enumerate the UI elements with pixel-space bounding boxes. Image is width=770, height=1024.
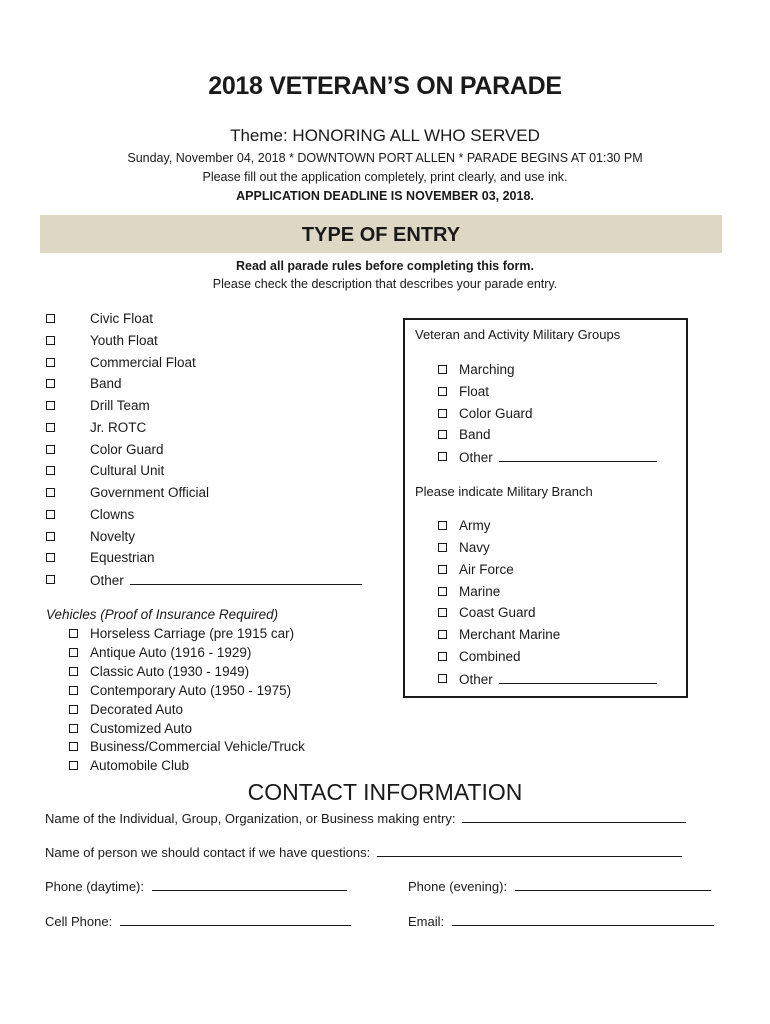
other-entry-field[interactable] bbox=[130, 572, 362, 585]
checkbox-marine[interactable] bbox=[438, 587, 447, 596]
branch-other-label: Other bbox=[459, 672, 493, 687]
checkbox-drill-team[interactable] bbox=[46, 401, 55, 410]
checkbox-combined[interactable] bbox=[438, 652, 447, 661]
military-other-label: Other bbox=[459, 450, 493, 465]
vehicle-label: Horseless Carriage (pre 1915 car) bbox=[90, 626, 295, 641]
entry-type-label: Drill Team bbox=[90, 398, 150, 413]
vehicle-label: Customized Auto bbox=[90, 721, 193, 736]
checkbox-equestrian[interactable] bbox=[46, 553, 55, 562]
checkbox-contemporary-auto[interactable] bbox=[69, 686, 78, 695]
entry-type-label: Government Official bbox=[90, 485, 210, 500]
entry-type-label: Youth Float bbox=[90, 333, 158, 348]
checkbox-youth-float[interactable] bbox=[46, 336, 55, 345]
phone-daytime-label: Phone (daytime): bbox=[45, 879, 144, 894]
vehicle-label: Automobile Club bbox=[90, 758, 190, 773]
type-of-entry-heading: TYPE OF ENTRY bbox=[40, 215, 722, 253]
contact-person-label: Name of person we should contact if we have questions: bbox=[45, 845, 371, 860]
military-branch-title: Please indicate Military Branch bbox=[415, 484, 593, 499]
entry-name-field[interactable] bbox=[462, 810, 686, 823]
military-group-label: Marching bbox=[459, 362, 515, 377]
contact-information-heading: CONTACT INFORMATION bbox=[247, 779, 523, 805]
branch-other-field[interactable] bbox=[499, 671, 657, 684]
checkbox-army[interactable] bbox=[438, 521, 447, 530]
entry-type-label: Commercial Float bbox=[90, 355, 196, 370]
phone-evening-label: Phone (evening): bbox=[408, 879, 508, 894]
branch-label: Air Force bbox=[459, 562, 514, 577]
checkbox-military-band[interactable] bbox=[438, 430, 447, 439]
email-label: Email: bbox=[408, 914, 445, 929]
checkbox-other-entry[interactable] bbox=[46, 575, 55, 584]
entry-type-label: Color Guard bbox=[90, 442, 164, 457]
checkbox-decorated-auto[interactable] bbox=[69, 705, 78, 714]
checkbox-coast-guard[interactable] bbox=[438, 608, 447, 617]
parade-theme: Theme: HONORING ALL WHO SERVED bbox=[230, 126, 540, 145]
military-group-label: Color Guard bbox=[459, 406, 533, 421]
entry-type-label: Novelty bbox=[90, 529, 136, 544]
checkbox-government-official[interactable] bbox=[46, 488, 55, 497]
entry-type-label: Cultural Unit bbox=[90, 463, 165, 478]
email-field[interactable] bbox=[452, 913, 714, 926]
vehicle-label: Contemporary Auto (1950 - 1975) bbox=[90, 683, 292, 698]
checkbox-civic-float[interactable] bbox=[46, 314, 55, 323]
checkbox-horseless-carriage[interactable] bbox=[69, 629, 78, 638]
parade-info: Sunday, November 04, 2018 * DOWNTOWN PORT ALLEN * PARADE BEGINS AT 01:30 PM bbox=[127, 151, 643, 165]
vehicle-label: Decorated Auto bbox=[90, 702, 184, 717]
military-group-label: Float bbox=[459, 384, 490, 399]
read-rules-note: Read all parade rules before completing this form. bbox=[236, 259, 534, 273]
checkbox-military-other[interactable] bbox=[438, 452, 447, 461]
branch-label: Marine bbox=[459, 584, 501, 599]
entry-name-label: Name of the Individual, Group, Organization, or Business making entry: bbox=[45, 811, 456, 826]
phone-daytime-field[interactable] bbox=[152, 878, 347, 891]
entry-type-label: Jr. ROTC bbox=[90, 420, 147, 435]
checkbox-clowns[interactable] bbox=[46, 510, 55, 519]
application-deadline: APPLICATION DEADLINE IS NOVEMBER 03, 2018. bbox=[236, 189, 534, 203]
branch-label: Merchant Marine bbox=[459, 627, 561, 642]
check-description-note: Please check the description that describes your parade entry. bbox=[212, 277, 558, 291]
checkbox-novelty[interactable] bbox=[46, 532, 55, 541]
checkbox-military-color-guard[interactable] bbox=[438, 409, 447, 418]
checkbox-navy[interactable] bbox=[438, 543, 447, 552]
checkbox-cultural-unit[interactable] bbox=[46, 466, 55, 475]
vehicles-title: Vehicles (Proof of Insurance Required) bbox=[46, 607, 279, 622]
branch-label: Combined bbox=[459, 649, 521, 664]
vehicle-label: Classic Auto (1930 - 1949) bbox=[90, 664, 250, 679]
vehicle-label: Antique Auto (1916 - 1929) bbox=[90, 645, 252, 660]
checkbox-air-force[interactable] bbox=[438, 565, 447, 574]
cell-phone-field[interactable] bbox=[120, 913, 351, 926]
branch-label: Navy bbox=[459, 540, 490, 555]
checkbox-merchant-marine[interactable] bbox=[438, 630, 447, 639]
checkbox-jr-rotc[interactable] bbox=[46, 423, 55, 432]
checkbox-automobile-club[interactable] bbox=[69, 761, 78, 770]
checkbox-business-vehicle[interactable] bbox=[69, 742, 78, 751]
military-other-field[interactable] bbox=[499, 449, 657, 462]
entry-type-label: Band bbox=[90, 376, 122, 391]
checkbox-classic-auto[interactable] bbox=[69, 667, 78, 676]
vehicle-label: Business/Commercial Vehicle/Truck bbox=[90, 739, 305, 754]
military-group-label: Band bbox=[459, 427, 491, 442]
checkbox-commercial-float[interactable] bbox=[46, 358, 55, 367]
checkbox-military-float[interactable] bbox=[438, 387, 447, 396]
entry-type-label: Clowns bbox=[90, 507, 135, 522]
other-entry-label: Other bbox=[90, 573, 124, 588]
entry-type-label: Equestrian bbox=[90, 550, 155, 565]
branch-label: Coast Guard bbox=[459, 605, 536, 620]
form-instructions: Please fill out the application completely, print clearly, and use ink. bbox=[202, 170, 568, 184]
checkbox-customized-auto[interactable] bbox=[69, 724, 78, 733]
page-title: 2018 VETERAN’S ON PARADE bbox=[208, 72, 562, 100]
checkbox-band[interactable] bbox=[46, 379, 55, 388]
phone-evening-field[interactable] bbox=[515, 878, 711, 891]
checkbox-color-guard[interactable] bbox=[46, 445, 55, 454]
cell-phone-label: Cell Phone: bbox=[45, 914, 113, 929]
contact-person-field[interactable] bbox=[377, 844, 682, 857]
checkbox-branch-other[interactable] bbox=[438, 674, 447, 683]
military-groups-title: Veteran and Activity Military Groups bbox=[415, 327, 621, 342]
checkbox-marching[interactable] bbox=[438, 365, 447, 374]
entry-type-label: Civic Float bbox=[90, 311, 154, 326]
checkbox-antique-auto[interactable] bbox=[69, 648, 78, 657]
branch-label: Army bbox=[459, 518, 491, 533]
